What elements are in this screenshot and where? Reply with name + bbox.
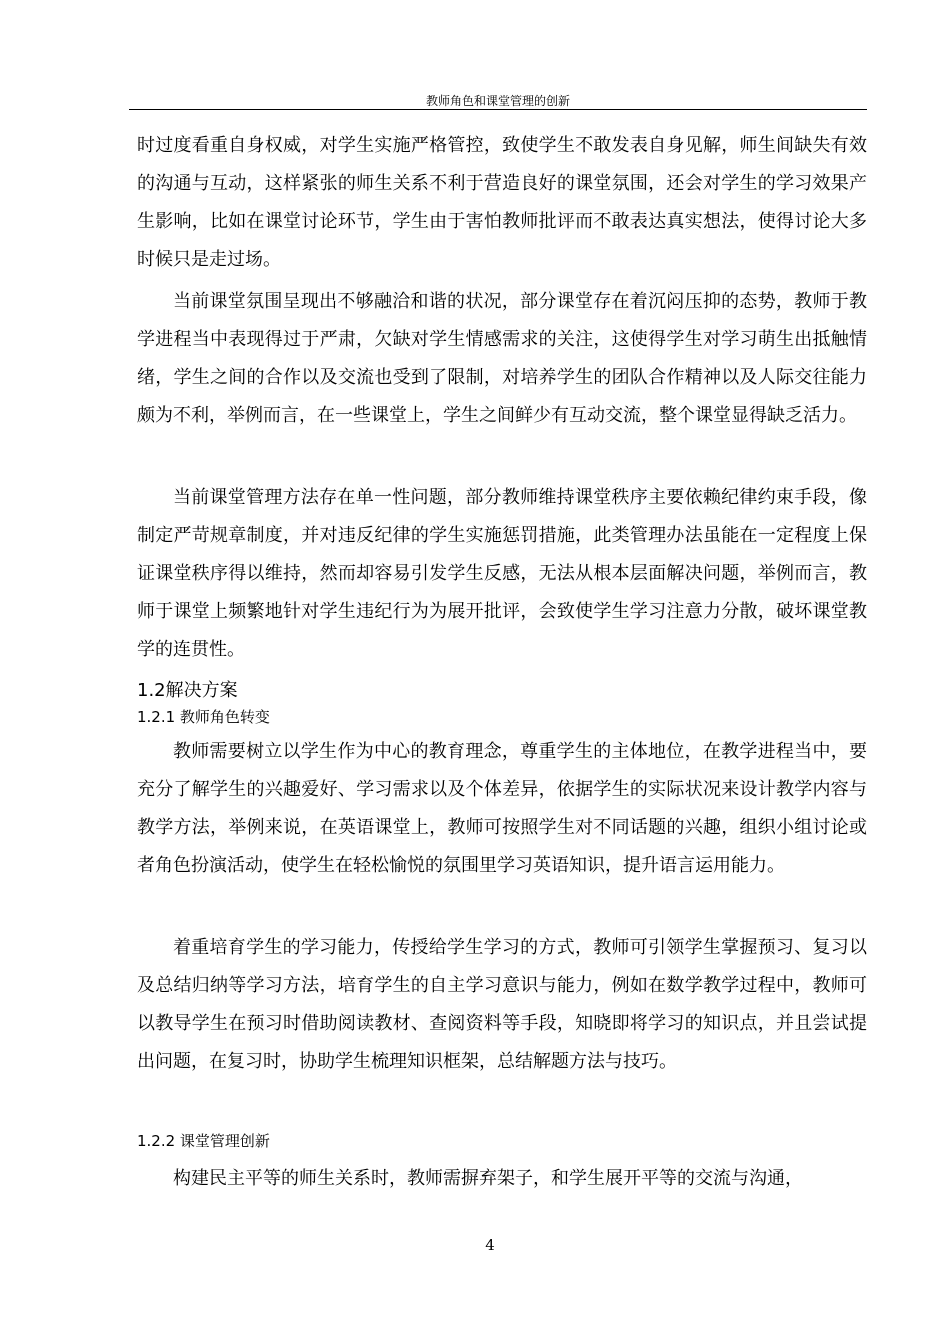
page-number: 4 [485,1236,495,1254]
body-paragraph: 时过度看重自身权威，对学生实施严格管控，致使学生不敢发表自身见解，师生间缺失有效的沟通与互动，这样紧张的师生关系不利于营造良好的课堂氛围，还会对学生的学习效果产生影响，比如在课堂讨论环节，学生由于害怕教师批评而不敢表达真实想法，使得讨论大多时候只是走过场。 [137,135,867,270]
body-paragraph: 当前课堂氛围呈现出不够融洽和谐的状况，部分课堂存在着沉闷压抑的态势，教师于教学进程当中表现得过于严肃，欠缺对学生情感需求的关注，这使得学生对学习萌生出抵触情绪，学生之间的合作以及交流也受到了限制，对培养学生的团队合作精神以及人际交往能力颇为不利，举例而言，在一些课堂上，学生之间鲜少有互动交流，整个课堂显得缺乏活力。 [137,291,867,426]
body-paragraph: 教师需要树立以学生作为中心的教育理念，尊重学生的主体地位，在教学进程当中，要充分了解学生的兴趣爱好、学习需求以及个体差异，依据学生的实际状况来设计教学内容与教学方法，举例来说，在英语课堂上，教师可按照学生对不同话题的兴趣，组织小组讨论或者角色扮演活动，使学生在轻松愉悦的氛围里学习英语知识，提升语言运用能力。 [137,741,867,876]
subsection-heading: 1.2.2 课堂管理创新 [137,1132,270,1150]
header-title: 教师角色和课堂管理的创新 [425,94,570,108]
body-paragraph: 构建民主平等的师生关系时，教师需摒弃架子，和学生展开平等的交流与沟通， [173,1168,803,1189]
header-divider [129,109,867,110]
section-heading: 1.2解决方案 [137,680,238,701]
body-paragraph: 着重培育学生的学习能力，传授给学生学习的方式，教师可引领学生掌握预习、复习以及总结归纳等学习方法，培育学生的自主学习意识与能力，例如在数学教学过程中，教师可以教导学生在预习时借助阅读教材、查阅资料等手段，知晓即将学习的知识点，并且尝试提出问题，在复习时，协助学生梳理知识框架，总结解题方法与技巧。 [137,937,867,1072]
body-paragraph: 当前课堂管理方法存在单一性问题，部分教师维持课堂秩序主要依赖纪律约束手段，像制定严苛规章制度，并对违反纪律的学生实施惩罚措施，此类管理办法虽能在一定程度上保证课堂秩序得以维持，然而却容易引发学生反感，无法从根本层面解决问题，举例而言，教师于课堂上频繁地针对学生违纪行为为展开批评，会致使学生学习注意力分散，破坏课堂教学的连贯性。 [137,487,867,660]
subsection-heading: 1.2.1 教师角色转变 [137,708,270,726]
